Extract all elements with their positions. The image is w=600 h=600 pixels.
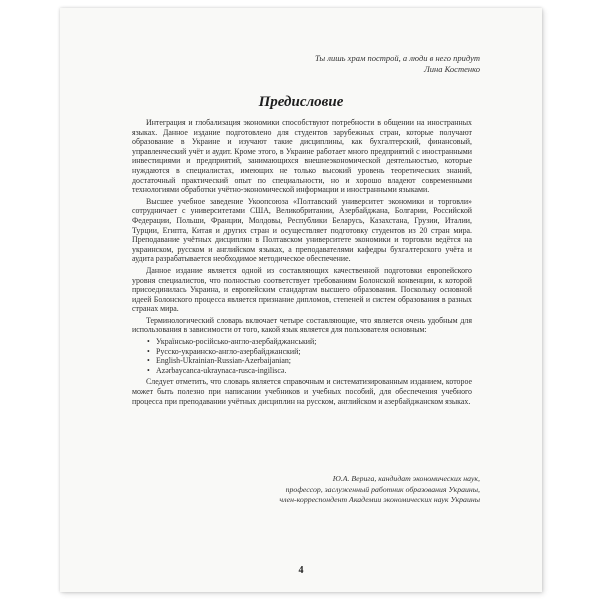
list-item	[147, 356, 472, 366]
page-number: 4	[298, 565, 304, 576]
bullet-icon: •	[147, 346, 150, 356]
page-title: Предисловие	[258, 94, 344, 110]
signature-line-1: Ю.А. Верига, кандидат экономических наук,	[332, 474, 480, 483]
paragraph-4: Терминологический словарь включает четыре составляющие, что является очень удобным для использования в зависимости от того, какой язык является для пользователя основным:	[132, 315, 472, 335]
list-item-text: English-Ukrainian-Russian-Azerbaijanian;	[156, 356, 291, 366]
paragraph-1: Интеграция и глобализация экономики способствуют потребности в общении на иностранных языках. Данное издание подготовлено для студентов зарубежных стран, которые получают образование в Украине и изучают такие дисциплины, как бухгалтерский, финансовый, управленческий учёт и аудит. Кроме этого, в Украине работает много предприятий с иностранными инвестициями и предприятий, занимающихся внешнеэкономической деятельностью, которые нуждаются в специалистах, имеющих не только высокий уровень теоретических знаний, достаточный практический опыт по специальности, но и хорошо владеют современными технологиями обработки учётно-экономической информации и иностранными языками.	[132, 118, 472, 195]
epigraph-quote: Ты лишь храм построй, а люди в него придут	[315, 53, 480, 63]
preface-body	[132, 118, 472, 408]
list-item-text: Русско-украинско-англо-азербайджанский;	[156, 346, 301, 356]
book-page	[60, 8, 542, 592]
epigraph-author: Лина Костенко	[424, 64, 480, 74]
list-item	[147, 337, 472, 347]
list-item	[147, 365, 472, 376]
list-item	[147, 346, 472, 357]
closing-paragraph: Следует отметить, что словарь является справочным и систематизированным изданием, которое может быть полезно при написании учебников и учебных пособий, для обеспечения учебного процесса при преподавании учётных дисциплин на русском, английском и азербайджанском языках.	[132, 377, 472, 406]
author-signature	[279, 474, 480, 506]
signature-line-3: член-корреспондент Академии экономических наук Украины	[279, 495, 480, 504]
paragraph-3: Данное издание является одной из составляющих качественной подготовки европейского уровня специалистов, что полностью соответствует требованиям Болонской конвенции, к которой присоединилась Украина, и европейским стандартам высшего образования. Поскольку основной идеей Болонского процесса является признание дипломов, степеней и систем образования в разных странах мира.	[132, 265, 472, 314]
bullet-icon: •	[147, 337, 150, 347]
dictionary-language-list	[132, 337, 472, 375]
list-item-text: Azərbaycanca-ukraynaca-rusca-ingiliscə.	[156, 365, 287, 375]
epigraph	[315, 53, 480, 75]
signature-line-2: профессор, заслуженный работник образования Украины,	[285, 484, 480, 494]
bullet-icon: •	[147, 365, 150, 375]
paragraph-2: Высшее учебное заведение Укоопсоюза «Полтавский университет экономики и торговли» сотрудничает с университетами США, Великобритании, Азербайджана, Болгарии, Российской Федерации, Польши, Франции, Молдовы, Республики Беларусь, Казахстана, Грузии, Италии, Турции, Египта, Китая и других стран и осуществляет подготовку студентов из 20 стран мира. Преподавание учётных дисциплин в Полтавском университете экономики и торговли ведётся на украинском, русском и английском языках, а преподавателями кафедры бухгалтерского учёта и аудита разрабатывается необходимое методическое обеспечение.	[132, 196, 472, 264]
bullet-icon: •	[147, 356, 150, 366]
list-item-text: Українсько-російсько-англо-азербайджанський;	[156, 337, 317, 347]
